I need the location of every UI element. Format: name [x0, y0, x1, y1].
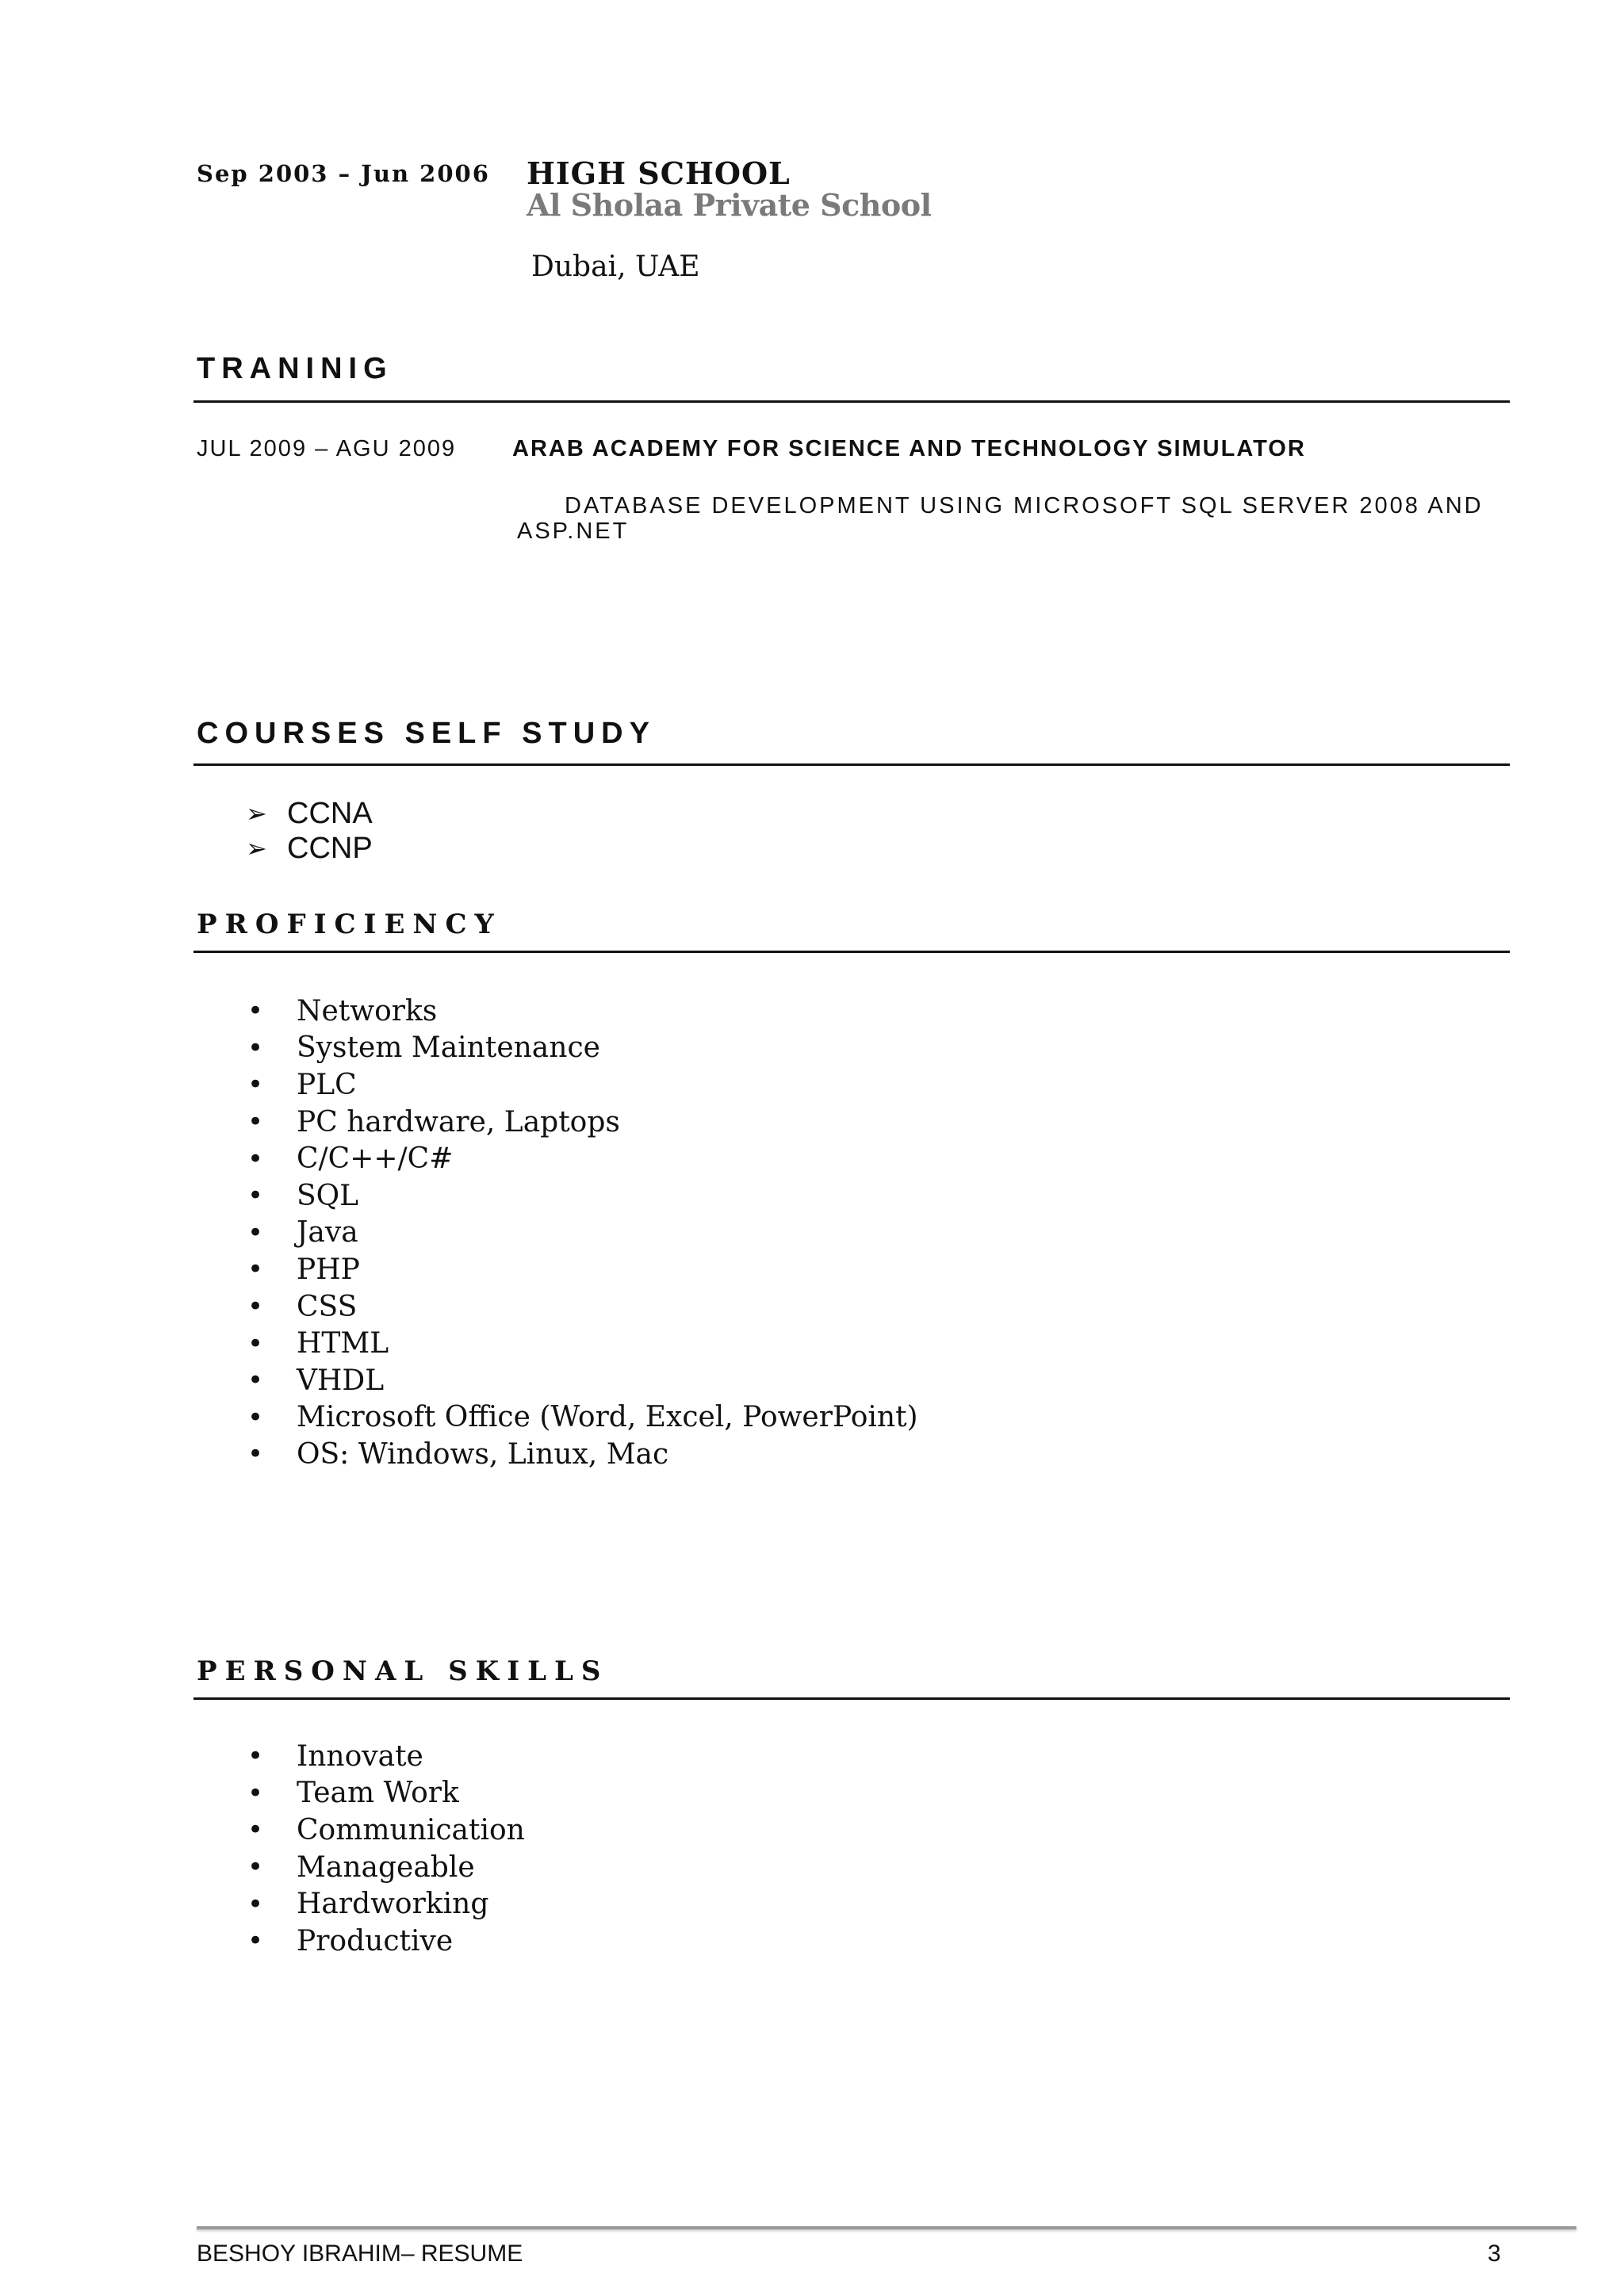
proficiency-label: VHDL [297, 1364, 385, 1397]
training-heading: TRANINIG [197, 352, 393, 385]
proficiency-heading: PROFICIENCY [197, 909, 502, 940]
list-item [247, 1177, 918, 1215]
high-school-name: Al Sholaa Private School [527, 187, 932, 223]
training-divider [193, 400, 1510, 403]
dot-bullet-icon: • [247, 1438, 264, 1471]
dot-bullet-icon: • [247, 1031, 264, 1064]
dot-bullet-icon: • [247, 1925, 264, 1957]
list-item [247, 993, 918, 1030]
proficiency-list [247, 993, 918, 1473]
dot-bullet-icon: • [247, 1888, 264, 1920]
dot-bullet-icon: • [247, 1364, 264, 1397]
skill-label: Manageable [297, 1850, 475, 1884]
dot-bullet-icon: • [247, 1253, 264, 1286]
skill-label: Productive [297, 1924, 454, 1957]
proficiency-label: Networks [297, 994, 438, 1027]
dot-bullet-icon: • [247, 1142, 264, 1175]
list-item [247, 1251, 918, 1288]
dot-bullet-icon: • [247, 1814, 264, 1846]
courses-divider [193, 763, 1510, 766]
proficiency-label: SQL [297, 1179, 359, 1212]
arrow-bullet-icon: ➢ [246, 799, 267, 828]
proficiency-label: C/C++/C# [297, 1142, 454, 1176]
dot-bullet-icon: • [247, 1180, 264, 1212]
list-item [247, 1812, 525, 1849]
list-item [247, 1849, 525, 1886]
proficiency-label: OS: Windows, Linux, Mac [297, 1437, 669, 1471]
personal-skills-heading: PERSONAL SKILLS [197, 1655, 609, 1687]
proficiency-label: CSS [297, 1290, 358, 1323]
high-school-location: Dubai, UAE [531, 251, 700, 283]
dot-bullet-icon: • [247, 1327, 264, 1360]
list-item [247, 1030, 918, 1067]
skill-label: Communication [297, 1813, 525, 1846]
list-item [247, 1140, 918, 1177]
proficiency-label: Microsoft Office (Word, Excel, PowerPoint) [297, 1401, 918, 1434]
list-item [247, 1775, 525, 1812]
high-school-dates: Sep 2003 – Jun 2006 [197, 160, 490, 187]
list-item [246, 831, 373, 866]
skill-label: Hardworking [297, 1888, 489, 1921]
training-description: DATABASE DEVELOPMENT USING MICROSOFT SQL SERVER 2008 AND ASP.NET [517, 493, 1484, 544]
courses-list [246, 796, 373, 866]
skill-label: Innovate [297, 1739, 423, 1773]
dot-bullet-icon: • [247, 995, 264, 1027]
dot-bullet-icon: • [247, 1291, 264, 1323]
list-item [246, 796, 373, 831]
dot-bullet-icon: • [247, 1106, 264, 1138]
proficiency-label: System Maintenance [297, 1031, 600, 1065]
personal-skills-list [247, 1738, 525, 1960]
course-label: CCNP [287, 831, 373, 865]
skill-label: Team Work [297, 1777, 459, 1810]
footer-name: BESHOY IBRAHIM– RESUME [197, 2241, 523, 2267]
proficiency-label: PC hardware, Laptops [297, 1105, 620, 1138]
dot-bullet-icon: • [247, 1740, 264, 1773]
proficiency-label: HTML [297, 1327, 389, 1360]
list-item [247, 1325, 918, 1362]
dot-bullet-icon: • [247, 1216, 264, 1249]
high-school-title: HIGH SCHOOL [527, 155, 791, 191]
footer-divider [197, 2226, 1576, 2229]
dot-bullet-icon: • [247, 1069, 264, 1101]
list-item [247, 1288, 918, 1326]
list-item [247, 1885, 525, 1923]
proficiency-label: Java [297, 1216, 358, 1249]
list-item [247, 1362, 918, 1399]
proficiency-label: PHP [297, 1253, 360, 1286]
dot-bullet-icon: • [247, 1851, 264, 1884]
list-item [247, 1923, 525, 1960]
dot-bullet-icon: • [247, 1401, 264, 1433]
arrow-bullet-icon: ➢ [246, 834, 267, 863]
list-item [247, 1104, 918, 1141]
page-number: 3 [1488, 2241, 1501, 2267]
list-item [247, 1436, 918, 1473]
training-organization: ARAB ACADEMY FOR SCIENCE AND TECHNOLOGY SIMULATOR [512, 436, 1306, 461]
personal-skills-divider [193, 1697, 1510, 1700]
list-item [247, 1738, 525, 1775]
courses-heading: COURSES SELF STUDY [197, 717, 656, 750]
proficiency-divider [193, 951, 1510, 953]
list-item [247, 1399, 918, 1437]
course-label: CCNA [287, 796, 373, 830]
training-dates: JUL 2009 – AGU 2009 [197, 436, 457, 461]
list-item [247, 1215, 918, 1252]
proficiency-label: PLC [297, 1068, 357, 1101]
list-item [247, 1066, 918, 1104]
dot-bullet-icon: • [247, 1777, 264, 1809]
